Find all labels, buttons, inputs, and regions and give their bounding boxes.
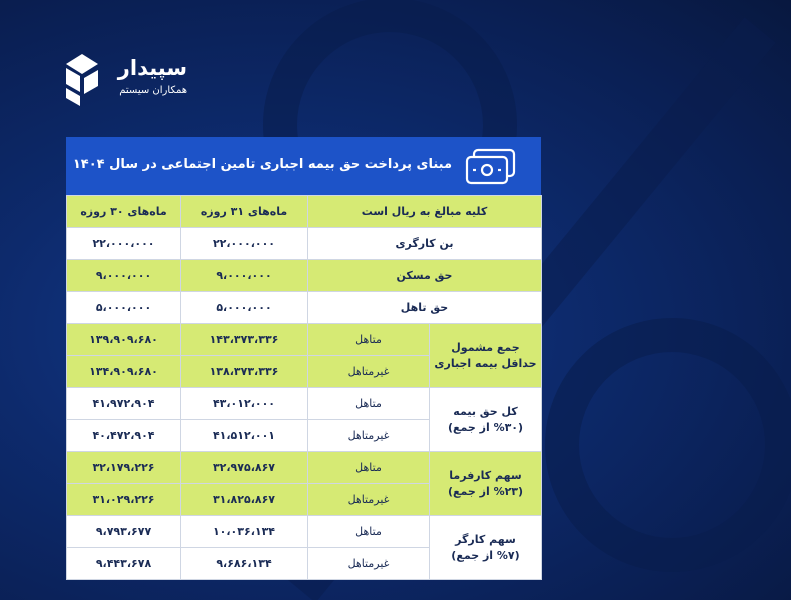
group-label	[430, 516, 542, 580]
table-row	[67, 228, 542, 260]
group-label-line2: (%۷ از جمع)	[451, 548, 520, 562]
cell-days31: ۳۱،۸۲۵،۸۶۷	[181, 484, 308, 516]
cell-status: متاهل	[308, 452, 430, 484]
cell-days30: ۴۰،۴۷۲،۹۰۴	[67, 420, 181, 452]
group-label-line2: (%۲۳ از جمع)	[447, 484, 524, 498]
cell-days30: ۹،۰۰۰،۰۰۰	[67, 260, 181, 292]
logo-cube-icon	[64, 52, 100, 108]
brand-name: سپیدار	[117, 56, 187, 80]
cell-days31: ۵،۰۰۰،۰۰۰	[181, 292, 308, 324]
group-label-line2: (%۳۰ از جمع)	[447, 420, 524, 434]
cell-days31: ۹،۰۰۰،۰۰۰	[181, 260, 308, 292]
brand-logo	[64, 52, 199, 110]
insurance-table	[66, 195, 542, 580]
table-row	[67, 324, 542, 356]
cell-days30: ۱۳۴،۹۰۹،۶۸۰	[67, 356, 181, 388]
table-row	[67, 516, 542, 548]
card-header	[66, 137, 541, 195]
cell-status: متاهل	[308, 324, 430, 356]
table-row	[67, 388, 542, 420]
table-row	[67, 260, 542, 292]
group-label-line1: سهم کارفرما	[449, 468, 522, 482]
table-header-row	[67, 196, 542, 228]
cell-days30: ۳۲،۱۷۹،۲۲۶	[67, 452, 181, 484]
cell-days30: ۹،۷۹۳،۶۷۷	[67, 516, 181, 548]
row-label: حق تاهل	[308, 292, 542, 324]
cell-days31: ۳۲،۹۷۵،۸۶۷	[181, 452, 308, 484]
cell-status: غیرمتاهل	[308, 548, 430, 580]
cell-days30: ۹،۴۴۳،۶۷۸	[67, 548, 181, 580]
brand-tagline: همکاران سیستم	[119, 85, 187, 96]
cell-days31: ۱۴۳،۳۷۳،۳۳۶	[181, 324, 308, 356]
cell-days30: ۱۳۹،۹۰۹،۶۸۰	[67, 324, 181, 356]
header-description: کلیه مبالغ به ریال است	[308, 196, 542, 228]
money-bill-icon	[464, 148, 518, 186]
row-label: بن کارگری	[308, 228, 542, 260]
header-days30: ماه‌های ۳۰ روزه	[67, 196, 181, 228]
group-label-line1: جمع مشمول	[451, 340, 520, 354]
cell-days31: ۴۳،۰۱۲،۰۰۰	[181, 388, 308, 420]
insurance-table-card	[66, 137, 541, 570]
card-title: مبنای پرداخت حق بیمه اجباری تامین اجتماعی در سال ۱۴۰۴	[72, 157, 452, 172]
cell-status: غیرمتاهل	[308, 356, 430, 388]
group-label-line2: حداقل بیمه اجباری	[434, 356, 537, 370]
cell-status: متاهل	[308, 516, 430, 548]
cell-days30: ۵،۰۰۰،۰۰۰	[67, 292, 181, 324]
cell-days31: ۲۲،۰۰۰،۰۰۰	[181, 228, 308, 260]
cell-status: غیرمتاهل	[308, 484, 430, 516]
table-row	[67, 452, 542, 484]
cell-days31: ۴۱،۵۱۲،۰۰۱	[181, 420, 308, 452]
cell-days31: ۱۳۸،۳۷۳،۳۳۶	[181, 356, 308, 388]
group-label	[430, 452, 542, 516]
row-label: حق مسکن	[308, 260, 542, 292]
group-label	[430, 324, 542, 388]
cell-status: غیرمتاهل	[308, 420, 430, 452]
group-label-line1: سهم کارگر	[455, 532, 516, 546]
cell-days31: ۹،۶۸۶،۱۳۴	[181, 548, 308, 580]
cell-days30: ۳۱،۰۲۹،۲۲۶	[67, 484, 181, 516]
cell-days30: ۲۲،۰۰۰،۰۰۰	[67, 228, 181, 260]
table-row	[67, 292, 542, 324]
header-days31: ماه‌های ۳۱ روزه	[181, 196, 308, 228]
cell-days30: ۴۱،۹۷۲،۹۰۴	[67, 388, 181, 420]
cell-days31: ۱۰،۰۳۶،۱۳۴	[181, 516, 308, 548]
cell-status: متاهل	[308, 388, 430, 420]
group-label-line1: کل حق بیمه	[453, 404, 518, 418]
group-label	[430, 388, 542, 452]
